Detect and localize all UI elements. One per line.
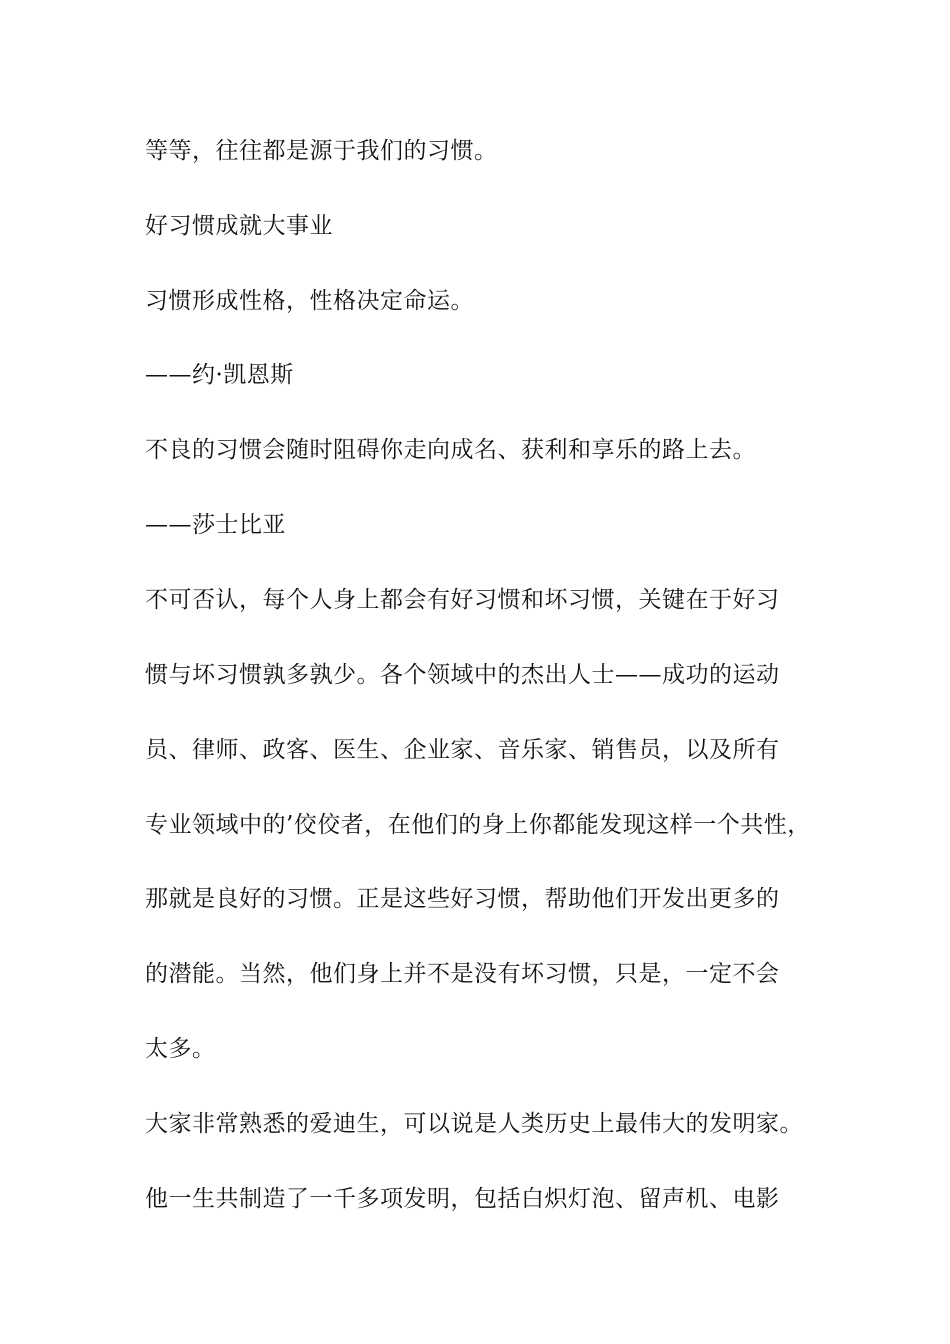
text-line: 惯与坏习惯孰多孰少。各个领域中的杰出人士——成功的运动 — [145, 662, 780, 688]
text-line: 专业领域中的’佼佼者，在他们的身上你都能发现这样一个共性， — [145, 812, 811, 838]
text-line: 那就是良好的习惯。正是这些好习惯，帮助他们开发出更多的 — [145, 886, 780, 912]
text-line: 的潜能。当然，他们身上并不是没有坏习惯，只是，一定不会 — [145, 961, 780, 987]
text-line: 他一生共制造了一千多项发明，包括白炽灯泡、留声机、电影 — [145, 1186, 780, 1212]
section-heading: 好习惯成就大事业 — [145, 213, 333, 239]
text-line: 员、律师、政客、医生、企业家、音乐家、销售员，以及所有 — [145, 737, 780, 763]
text-line: 太多。 — [145, 1036, 216, 1062]
quote-line: 不良的习惯会随时阻碍你走向成名、获利和享乐的路上去。 — [145, 437, 756, 463]
quote-attribution: ——莎士比亚 — [145, 512, 286, 538]
text-line: 等等，往往都是源于我们的习惯。 — [145, 138, 498, 164]
text-line: 不可否认，每个人身上都会有好习惯和坏习惯，关键在于好习 — [145, 587, 780, 613]
quote-line: 习惯形成性格，性格决定命运。 — [145, 288, 474, 314]
text-line: 大家非常熟悉的爱迪生，可以说是人类历史上最伟大的发明家。 — [145, 1111, 803, 1137]
quote-attribution: ——约·凯恩斯 — [145, 362, 294, 388]
